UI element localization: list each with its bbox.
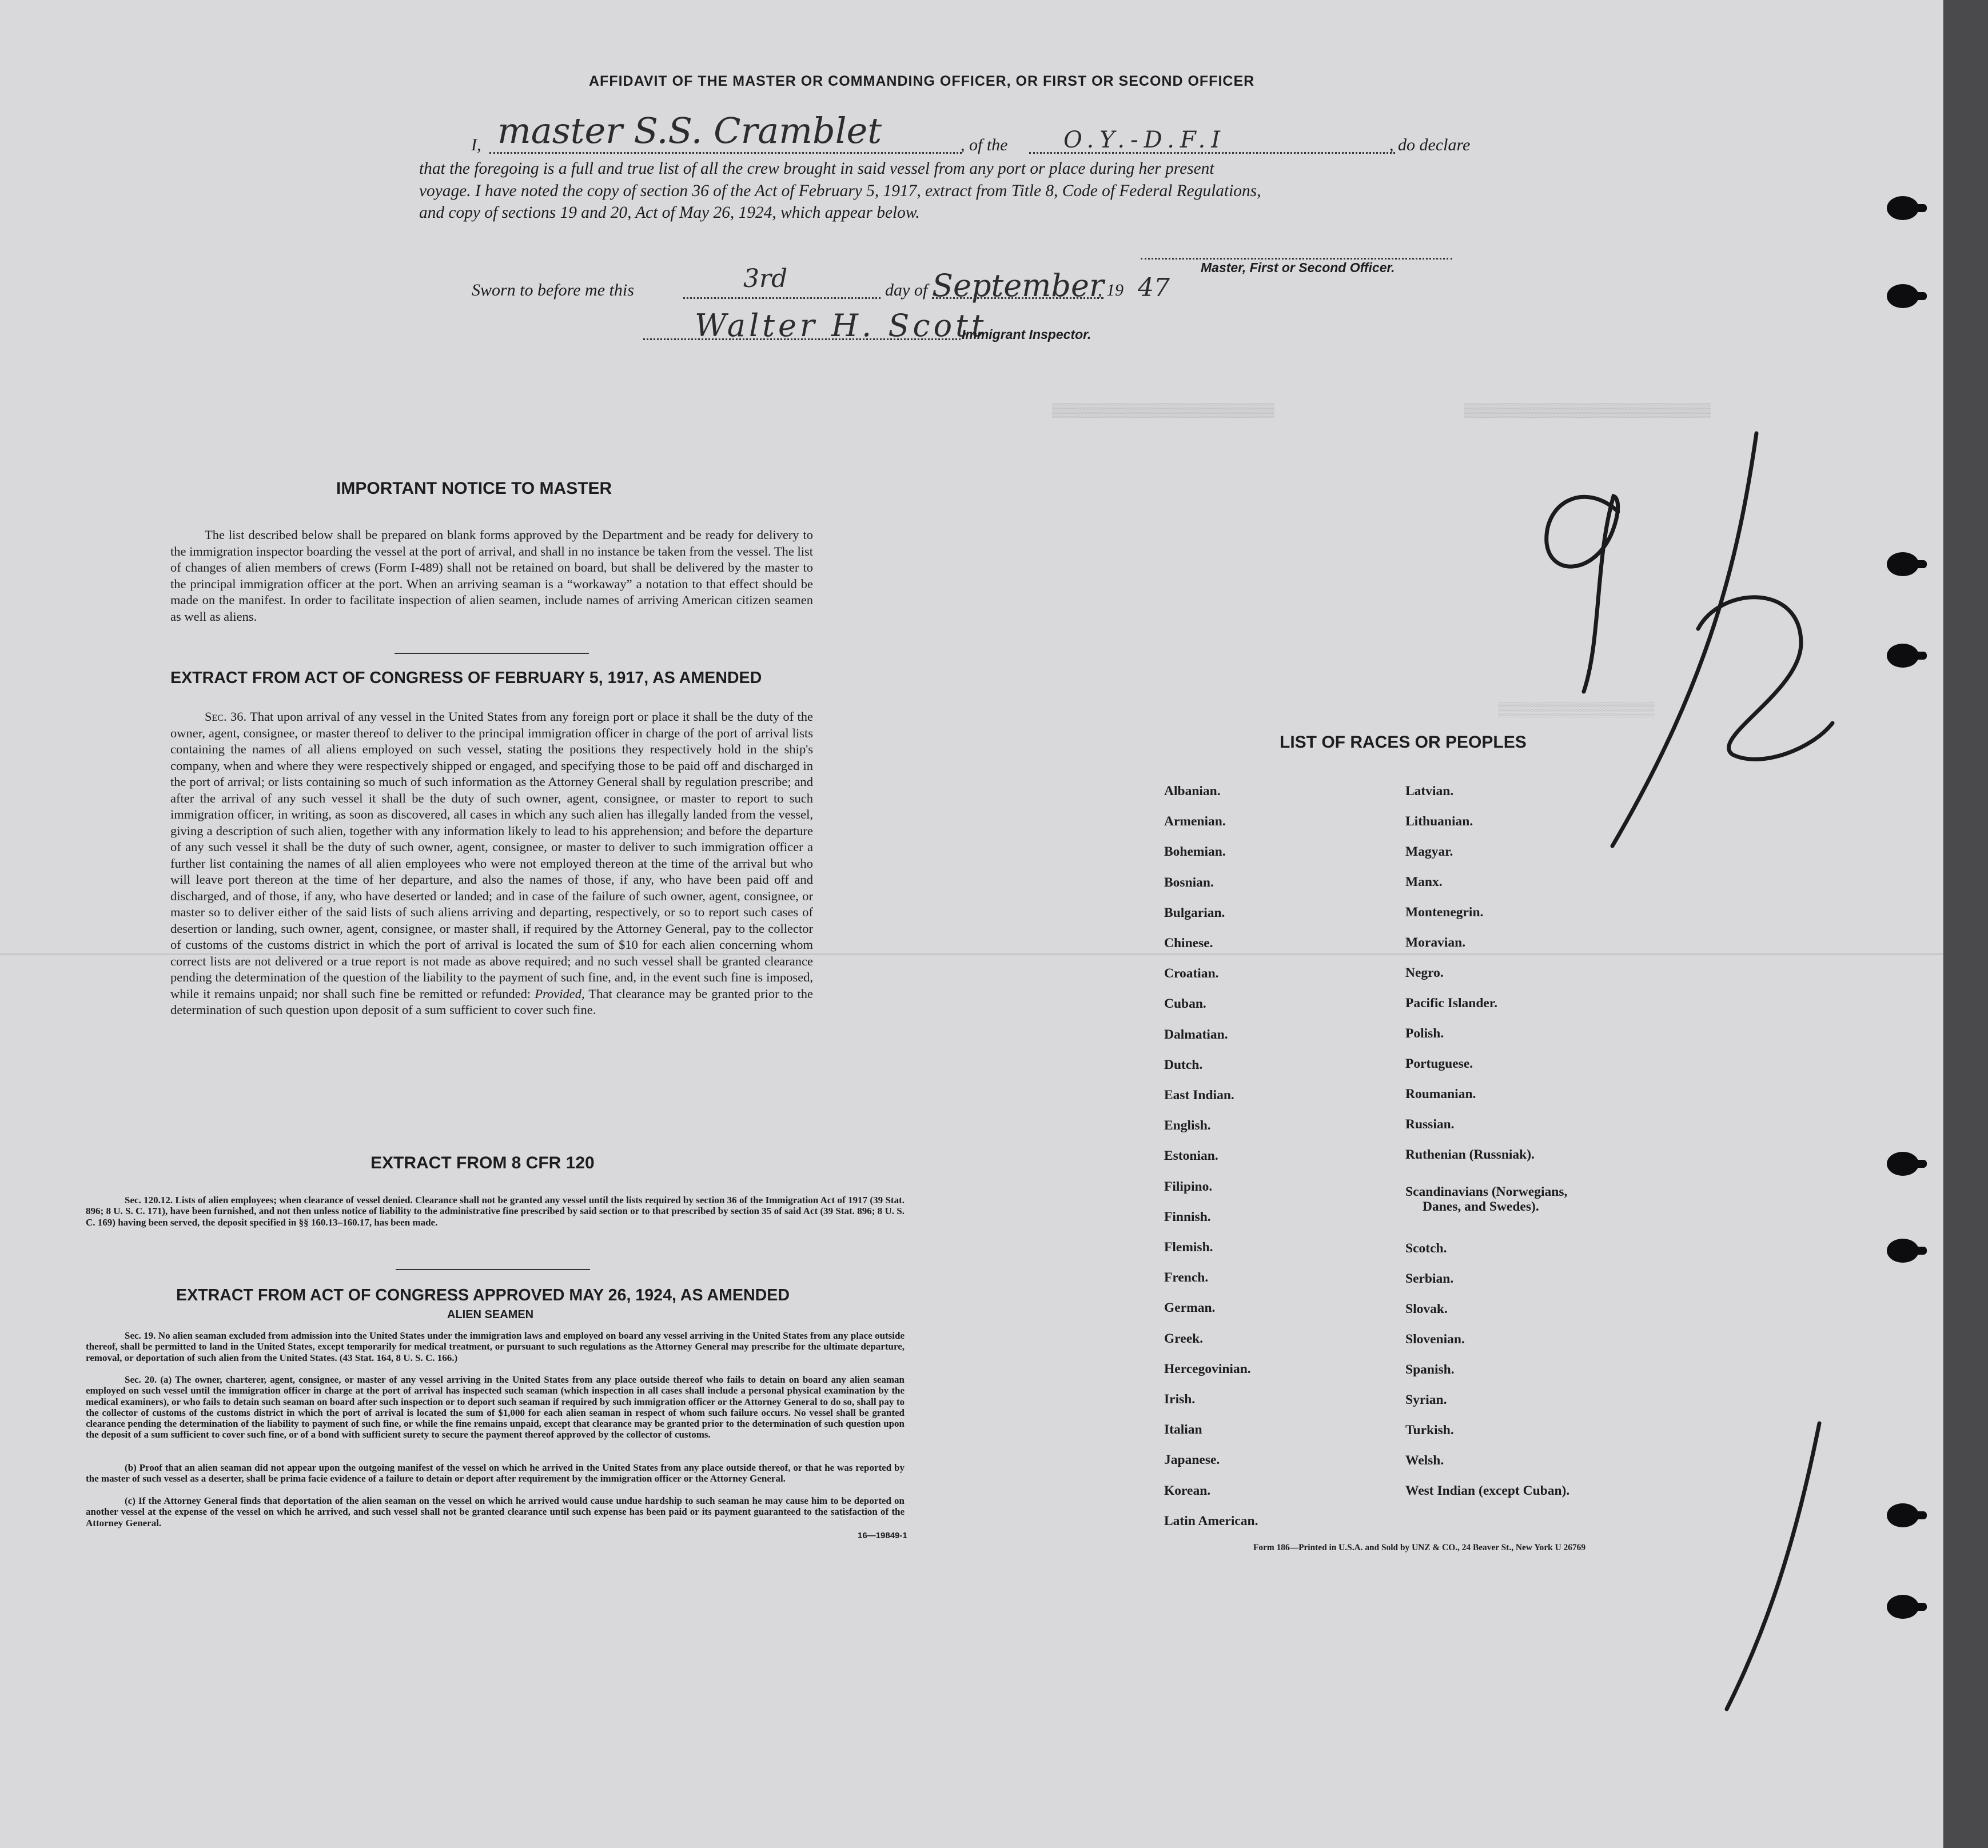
- sec-36-label: Sec. 36.: [205, 709, 247, 724]
- race-item: Dalmatian.: [1164, 1027, 1228, 1042]
- bleed-through-text: ▒▒▒▒▒▒▒▒▒▒▒▒▒▒▒▒▒▒▒▒▒▒▒▒▒▒▒▒▒▒: [1464, 404, 1711, 419]
- race-item: Estonian.: [1164, 1148, 1218, 1164]
- sec-36-text: That upon arrival of any vessel in the United States from any foreign port or place it shall be the duty of the owner, agent, consignee, or master thereof to deliver to the principal immigration officer in charge of the port of arrival lists containing the names of all aliens employed on such vessel, stating the positions they respectively hold in the ship's company, when and where they were respectively shipped or engaged, and specifying those to be paid off and discharged in the port of arrival; or lists containing so much of such information as the Attorney General shall by regulation prescribe; and after the arrival of any such vessel it shall be the duty of such owner, agent, consignee, or master to report to such immigration officer, in writing, as soon as discovered, all cases in which any such alien has illegally landed from the vessel, giving a description of such alien, together with any information likely to lead to his apprehension; and before the departure of any such vessel it shall be the duty of such owner, agent, consignee, or master to deliver to such immigration officer a further list containing the names of all alien employees who were not employed thereon at the time of the arrival but who will leave port thereon at the time of her departure, and also the names of those, if any, who have been paid off and discharged, and of those, if any, who have deserted or landed; and in case of the failure of such owner, agent, consignee, or master so to deliver either of the said lists of such aliens arriving and departing, respectively, or so to report such cases of desertion or landing, such owner, agent, consignee, or master shall, if required by the Attorney General, pay to the collector of customs of the customs district in which the port of arrival is located the sum of $10 for each alien concerning whom correct lists are not delivered or a true report is not made as above required; and no such vessel shall be granted clearance pending the determination of the question of the liability to the payment of such fine, and, in the event such fine is imposed, while it remains unpaid; nor shall such fine be remitted or refunded:: [170, 709, 813, 1001]
- race-item: Scandinavians (Norwegians,: [1405, 1184, 1568, 1199]
- sec-19-text: Sec. 19. No alien seaman excluded from admission into the United States under the immigration laws and employed on board any vessel arriving in the United States from any place outside thereof, shall be permitted to land in the United States, except temporarily for medical treatment, or pursuant to such regulations as the Attorney General may prescribe for the ultimate departure, removal, or deportation of such alien from the United States. (43 Stat. 164, 8 U. S. C. 166.): [86, 1330, 905, 1363]
- race-item: Dutch.: [1164, 1057, 1203, 1072]
- bleed-through-text: ▒▒▒▒▒▒▒▒▒▒▒▒▒▒▒▒▒▒▒: [1498, 703, 1655, 719]
- punch-hole: [1887, 284, 1919, 308]
- vessel-handwriting: O.Y.-D.F.I: [1063, 127, 1226, 153]
- sec-36-text-end: That clearance may be granted prior to the determination of such question upon deposit of a sum sufficient to cover such fine.: [170, 986, 813, 1017]
- provided-word: Provided,: [535, 986, 585, 1001]
- race-item: Slovak.: [1405, 1302, 1448, 1316]
- race-item: Portuguese.: [1405, 1056, 1473, 1071]
- punch-hole: [1887, 552, 1919, 576]
- race-item: Chinese.: [1164, 936, 1213, 951]
- race-item: Polish.: [1405, 1026, 1444, 1041]
- inspector-caption: Immigrant Inspector.: [962, 327, 1091, 342]
- race-item: Roumanian.: [1405, 1087, 1476, 1101]
- master-caption: Master, First or Second Officer.: [1201, 260, 1395, 275]
- fraction-denominator-stroke: [1698, 597, 1832, 760]
- race-item: German.: [1164, 1300, 1216, 1316]
- race-item: Ruthenian (Russniak).: [1405, 1147, 1535, 1162]
- extract-cfr-title: EXTRACT FROM 8 CFR 120: [370, 1153, 595, 1172]
- race-item: Manx.: [1405, 875, 1443, 889]
- sec-20c-text: (c) If the Attorney General finds that deportation of the alien seaman on the vessel on which he arrived would cause undue hardship to such seaman he may cause him to be deported on another vessel at the expense of the vessel on which he arrived, and such vessel shall not be granted clearance until such expense has been paid or its payment guaranteed to the satisfaction of the Attorney General.: [86, 1495, 905, 1528]
- race-item: Italian: [1164, 1422, 1202, 1438]
- race-item: English.: [1164, 1118, 1211, 1133]
- punch-hole: [1887, 1152, 1919, 1176]
- punch-hole: [1887, 1239, 1919, 1263]
- race-item: Scotch.: [1405, 1241, 1447, 1256]
- race-item: Greek.: [1164, 1331, 1204, 1346]
- punch-hole: [1887, 1503, 1919, 1527]
- notice-body: The list described below shall be prepared on blank forms approved by the Department and be ready for delivery to the immigration inspector boarding the vessel at the port of arrival, and shall in no instance be taken from the vessel. The list of changes of alien members of crews (Form I-489) shall not be retained on board, but shall be delivered by the master to the principal immigration officer at the port. When an arriving seaman is a “workaway” a notation to that effect should be made on the manifest. In order to facilitate inspection of alien seamen, include names of arriving American citizen seamen as well as aliens.: [170, 528, 813, 624]
- inspector-signature: Walter H. Scott: [695, 308, 987, 344]
- extract-1924-title: EXTRACT FROM ACT OF CONGRESS APPROVED MAY 26, 1924, AS AMENDED: [176, 1286, 790, 1304]
- races-title: LIST OF RACES OR PEOPLES: [1280, 733, 1527, 752]
- sworn-year-handwriting: 47: [1138, 273, 1170, 302]
- do-declare-label: , do declare: [1389, 135, 1471, 154]
- year-prefix: , 19: [1098, 281, 1124, 300]
- sworn-prefix: Sworn to before me this: [472, 281, 634, 300]
- extract-1917-title: EXTRACT FROM ACT OF CONGRESS OF FEBRUARY 5, 1917, AS AMENDED: [170, 669, 762, 687]
- race-item: Armenian.: [1164, 814, 1226, 829]
- notice-title: IMPORTANT NOTICE TO MASTER: [336, 479, 612, 498]
- race-item: Welsh.: [1405, 1453, 1444, 1468]
- race-item: Flemish.: [1164, 1240, 1213, 1255]
- race-item: Lithuanian.: [1405, 814, 1473, 829]
- affidavit-line-3: voyage. I have noted the copy of section 36 of the Act of February 5, 1917, extract from Title 8, Code of Federal Regulations,: [419, 182, 1261, 200]
- race-item: Bulgarian.: [1164, 905, 1225, 920]
- bleed-through-text: ▒▒▒▒▒▒▒▒▒▒▒▒▒▒▒▒▒▒▒▒▒▒▒▒▒▒▒: [1052, 404, 1274, 419]
- tally-mark-stroke: [1727, 1423, 1819, 1709]
- race-item: Filipino.: [1164, 1179, 1213, 1194]
- sworn-month-handwriting: September: [932, 268, 1104, 304]
- affidavit-line-4: and copy of sections 19 and 20, Act of May 26, 1924, which appear below.: [419, 203, 920, 222]
- race-item: Bohemian.: [1164, 844, 1226, 860]
- print-code: 16—19849-1: [858, 1531, 907, 1540]
- race-item: Turkish.: [1405, 1423, 1454, 1438]
- day-of-label: day of: [885, 281, 928, 300]
- declare-prefix: I,: [471, 135, 481, 154]
- fraction-numerator: 9: [1652, 577, 1653, 578]
- race-item: Danes, and Swedes).: [1423, 1199, 1539, 1214]
- race-item: Magyar.: [1405, 844, 1453, 859]
- race-item: Negro.: [1405, 965, 1444, 980]
- declarant-handwriting: master S.S. Cramblet: [497, 110, 882, 151]
- form-footer: Form 186—Printed in U.S.A. and Sold by UNZ & CO., 24 Beaver St., New York U 26769: [1253, 1543, 1586, 1552]
- race-item: Latin American.: [1164, 1513, 1258, 1528]
- race-item: Japanese.: [1164, 1452, 1220, 1468]
- affidavit-line-2: that the foregoing is a full and true list of all the crew brought in said vessel from any port or place during her present: [419, 159, 1214, 178]
- sec-20a-text: Sec. 20. (a) The owner, charterer, agent, consignee, or master of any vessel arriving in the United States from any place outside thereof who fails to detain on board any alien seaman employed on such vessel until the immigration officer in charge at the port of arrival has inspected such seaman (which inspection in all cases shall include a personal physical examination by the medical examiners), or who fails to detain such seaman on board after such inspection or to deport such seaman if required by such immigration officer or the Attorney General to do so, shall pay to the collector of customs of the customs district in which the port of arrival is located the sum of $1,000 for each alien seaman in respect of whom such failure occurs. No vessel shall be granted clearance pending the determination of the liability to payment of such fine, or while the fine remains unpaid, except that clearance may be granted prior to the determination of such question upon the deposit of a sum sufficient to cover such fine, or of a bond with sufficient surety to secure the payment thereof approved by the collector of customs.: [86, 1374, 905, 1440]
- race-item: Syrian.: [1405, 1392, 1447, 1407]
- race-item: Spanish.: [1405, 1362, 1455, 1377]
- race-item: Bosnian.: [1164, 875, 1214, 890]
- race-item: Slovenian.: [1405, 1332, 1465, 1347]
- race-item: Serbian.: [1405, 1271, 1454, 1286]
- race-item: Finnish.: [1164, 1209, 1211, 1224]
- sec-20b-text: (b) Proof that an alien seaman did not appear upon the outgoing manifest of the vessel on which he arrived in the United States from any place outside thereof, or that he was reported by the master of such vessel as a deserter, shall be prima facie evidence of a failure to detain or deport after requirement by the immigration officer or the Attorney General.: [86, 1462, 905, 1484]
- extract-cfr-body: Sec. 120.12. Lists of alien employees; when clearance of vessel denied. Clearance shall not be granted any vessel until the lists required by section 36 of the Immigration Act of 1917 (39 Stat. 896; 8 U. S. C. 171), have been furnished, and not then unless notice of liability to the administrative fine prescribed by said section or to that prescribed by section 35 of said Act (39 Stat. 896; 8 U. S. C. 169) having been served, the deposit specified in §§ 160.13–160.17, has been made.: [86, 1195, 905, 1228]
- race-item: West Indian (except Cuban).: [1405, 1483, 1570, 1498]
- race-item: Albanian.: [1164, 784, 1221, 799]
- race-item: Irish.: [1164, 1392, 1196, 1407]
- sworn-day-handwriting: 3rd: [743, 264, 788, 293]
- race-item: French.: [1164, 1270, 1209, 1286]
- race-item: Cuban.: [1164, 996, 1206, 1012]
- race-item: Korean.: [1164, 1483, 1211, 1498]
- race-item: Pacific Islander.: [1405, 996, 1498, 1011]
- punch-hole: [1887, 1595, 1919, 1619]
- fraction-numerator-stroke: [1547, 496, 1618, 692]
- race-item: Croatian.: [1164, 966, 1219, 981]
- fraction-slash-stroke: [1612, 433, 1756, 846]
- punch-hole: [1887, 196, 1919, 220]
- race-item: Hercegovinian.: [1164, 1361, 1251, 1376]
- punch-hole: [1887, 644, 1919, 668]
- of-the-label: , of the: [961, 135, 1008, 154]
- affidavit-title: AFFIDAVIT OF THE MASTER OR COMMANDING OFFICER, OR FIRST OR SECOND OFFICER: [589, 73, 1255, 89]
- race-item: Latvian.: [1405, 784, 1454, 799]
- extract-1924-subtitle: ALIEN SEAMEN: [447, 1308, 534, 1321]
- race-item: Moravian.: [1405, 935, 1466, 950]
- race-item: East Indian.: [1164, 1088, 1234, 1103]
- race-item: Russian.: [1405, 1117, 1455, 1132]
- race-item: Montenegrin.: [1405, 905, 1484, 920]
